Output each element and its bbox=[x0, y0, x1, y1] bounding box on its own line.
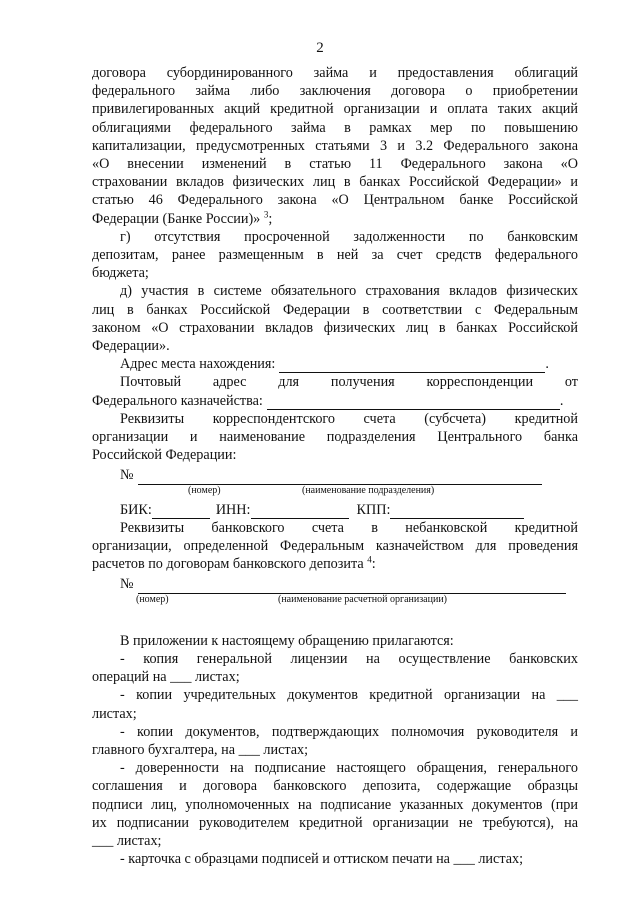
text-line bbox=[92, 555, 578, 573]
paragraph-g bbox=[92, 228, 578, 283]
kpp-field[interactable] bbox=[390, 504, 524, 519]
bik-label: БИК: bbox=[120, 501, 152, 518]
text-line: подписи лиц, уполномоченных на подписание указанных документов (при bbox=[92, 796, 578, 813]
text-line: организации, определенной Федеральным казначейством для проведения bbox=[92, 538, 578, 555]
text-line: привилегированных акций кредитной организации и оплата таких акций bbox=[92, 101, 578, 118]
text-line: главного бухгалтера, на ___ листах; bbox=[92, 741, 309, 758]
text-line: бюджета; bbox=[92, 265, 149, 282]
text-line: Реквизиты корреспондентского счета (субсчета) кредитной bbox=[120, 410, 578, 427]
caption-division: (наименование подразделения) bbox=[302, 484, 435, 496]
corr-account-captions bbox=[92, 485, 578, 497]
text-line: облигациями федерального займа в рамках мер по повышению bbox=[92, 119, 578, 136]
text-fragment: Федерации (Банке России)» bbox=[92, 210, 261, 227]
attachment-license bbox=[92, 650, 578, 686]
number-sign: № bbox=[120, 467, 134, 484]
text-line bbox=[92, 210, 578, 228]
text-line: депозитам, ранее размещенным в ней за счет средств федерального bbox=[92, 247, 578, 264]
settlement-captions bbox=[92, 594, 578, 606]
kpp-label: КПП: bbox=[356, 501, 391, 518]
attachments-intro: В приложении к настоящему обращению прилагаются: bbox=[120, 632, 454, 649]
page-number: 2 bbox=[316, 40, 324, 56]
text-line: Реквизиты банковского счета в небанковской кредитной bbox=[120, 519, 578, 536]
bank-codes-row bbox=[92, 501, 578, 519]
text-line: Федерации». bbox=[92, 338, 170, 355]
text-line: - доверенности на подписание настоящего обращения, генерального bbox=[120, 760, 578, 777]
caption-number: (номер) bbox=[188, 484, 221, 496]
attachment-authority-docs bbox=[92, 723, 578, 759]
text-line: листах; bbox=[92, 705, 137, 722]
text-fragment: расчетов по договорам банковского депозита bbox=[92, 556, 364, 573]
number-sign: № bbox=[120, 576, 134, 593]
corr-account-field[interactable] bbox=[138, 470, 542, 485]
corr-account-row bbox=[92, 466, 578, 484]
postal-address-field[interactable] bbox=[267, 395, 560, 410]
caption-settlement-org: (наименование расчетной организации) bbox=[278, 593, 447, 605]
spacer bbox=[92, 606, 578, 632]
attachment-signature-card: - карточка с образцами подписей и оттиском печати на ___ листах; bbox=[120, 851, 524, 868]
bik-field[interactable] bbox=[152, 504, 210, 519]
inn-label: ИНН: bbox=[215, 501, 251, 518]
paragraph-capitalization bbox=[92, 64, 578, 228]
paragraph-corr-account bbox=[92, 410, 578, 465]
inn-field[interactable] bbox=[251, 504, 349, 519]
address-label: Адрес места нахождения: bbox=[120, 356, 276, 373]
text-line: г) отсутствия просроченной задолженности по банковским bbox=[120, 228, 578, 245]
text-line: законом «О страховании вкладов физических лиц в банках Российской bbox=[92, 319, 578, 336]
postal-row bbox=[92, 392, 578, 410]
text-line: д) участия в системе обязательного страхования вкладов физических bbox=[120, 283, 578, 300]
text-line: - копии учредительных документов кредитной организации на ___ bbox=[120, 687, 578, 704]
address-end: . bbox=[545, 356, 549, 373]
text-line: Российской Федерации: bbox=[92, 447, 237, 464]
text-line: федерального займа либо заключения договора о приобретении bbox=[92, 83, 578, 100]
text-fragment: ; bbox=[268, 210, 273, 227]
text-line: статью 46 Федерального закона «О Центральном банке Российской bbox=[92, 192, 578, 209]
paragraph-bank-account bbox=[92, 519, 578, 574]
settlement-account-field[interactable] bbox=[138, 579, 566, 594]
postal-end: . bbox=[559, 392, 564, 409]
attachment-constituent-docs bbox=[92, 686, 578, 722]
attachment-power-of-attorney bbox=[92, 759, 578, 850]
text-line: - копии документов, подтверждающих полномочия руководителя и bbox=[120, 723, 578, 740]
settlement-account-row bbox=[92, 575, 578, 593]
text-line: капитализации, предусмотренных статьями 3 и 3.2 Федерального закона bbox=[92, 137, 578, 154]
text-line: ___ листах; bbox=[92, 832, 162, 849]
text-fragment: : bbox=[371, 556, 376, 573]
address-row bbox=[92, 355, 578, 373]
text-line: их подписании руководителем кредитной организации не требуются), на bbox=[92, 814, 578, 831]
document-body bbox=[92, 64, 578, 868]
text-line: лиц в банках Российской Федерации в соответствии с Федеральным bbox=[92, 301, 578, 318]
text-line: - копия генеральной лицензии на осуществление банковских bbox=[120, 650, 578, 667]
postal-line: Почтовый адрес для получения корреспонденции от bbox=[120, 374, 578, 391]
text-line: организации и наименование подразделения Центрального банка bbox=[92, 429, 578, 446]
footnote-ref: 3 bbox=[263, 208, 269, 219]
paragraph-d bbox=[92, 282, 578, 355]
text-line: страховании вкладов физических лиц в банках Российской Федерации» и bbox=[92, 174, 578, 191]
address-field[interactable] bbox=[279, 358, 545, 373]
text-line: «О внесении изменений в статью 11 Федерального закона «О bbox=[92, 156, 578, 173]
text-line: договора субординированного займа и предоставления облигаций bbox=[92, 65, 578, 81]
text-line: соглашения и договора банковского депозита, содержащие образцы bbox=[92, 778, 578, 795]
caption-number: (номер) bbox=[136, 593, 169, 605]
postal-label: Федерального казначейства: bbox=[92, 392, 263, 409]
footnote-ref: 4 bbox=[367, 554, 372, 565]
text-line: операций на ___ листах; bbox=[92, 669, 240, 686]
